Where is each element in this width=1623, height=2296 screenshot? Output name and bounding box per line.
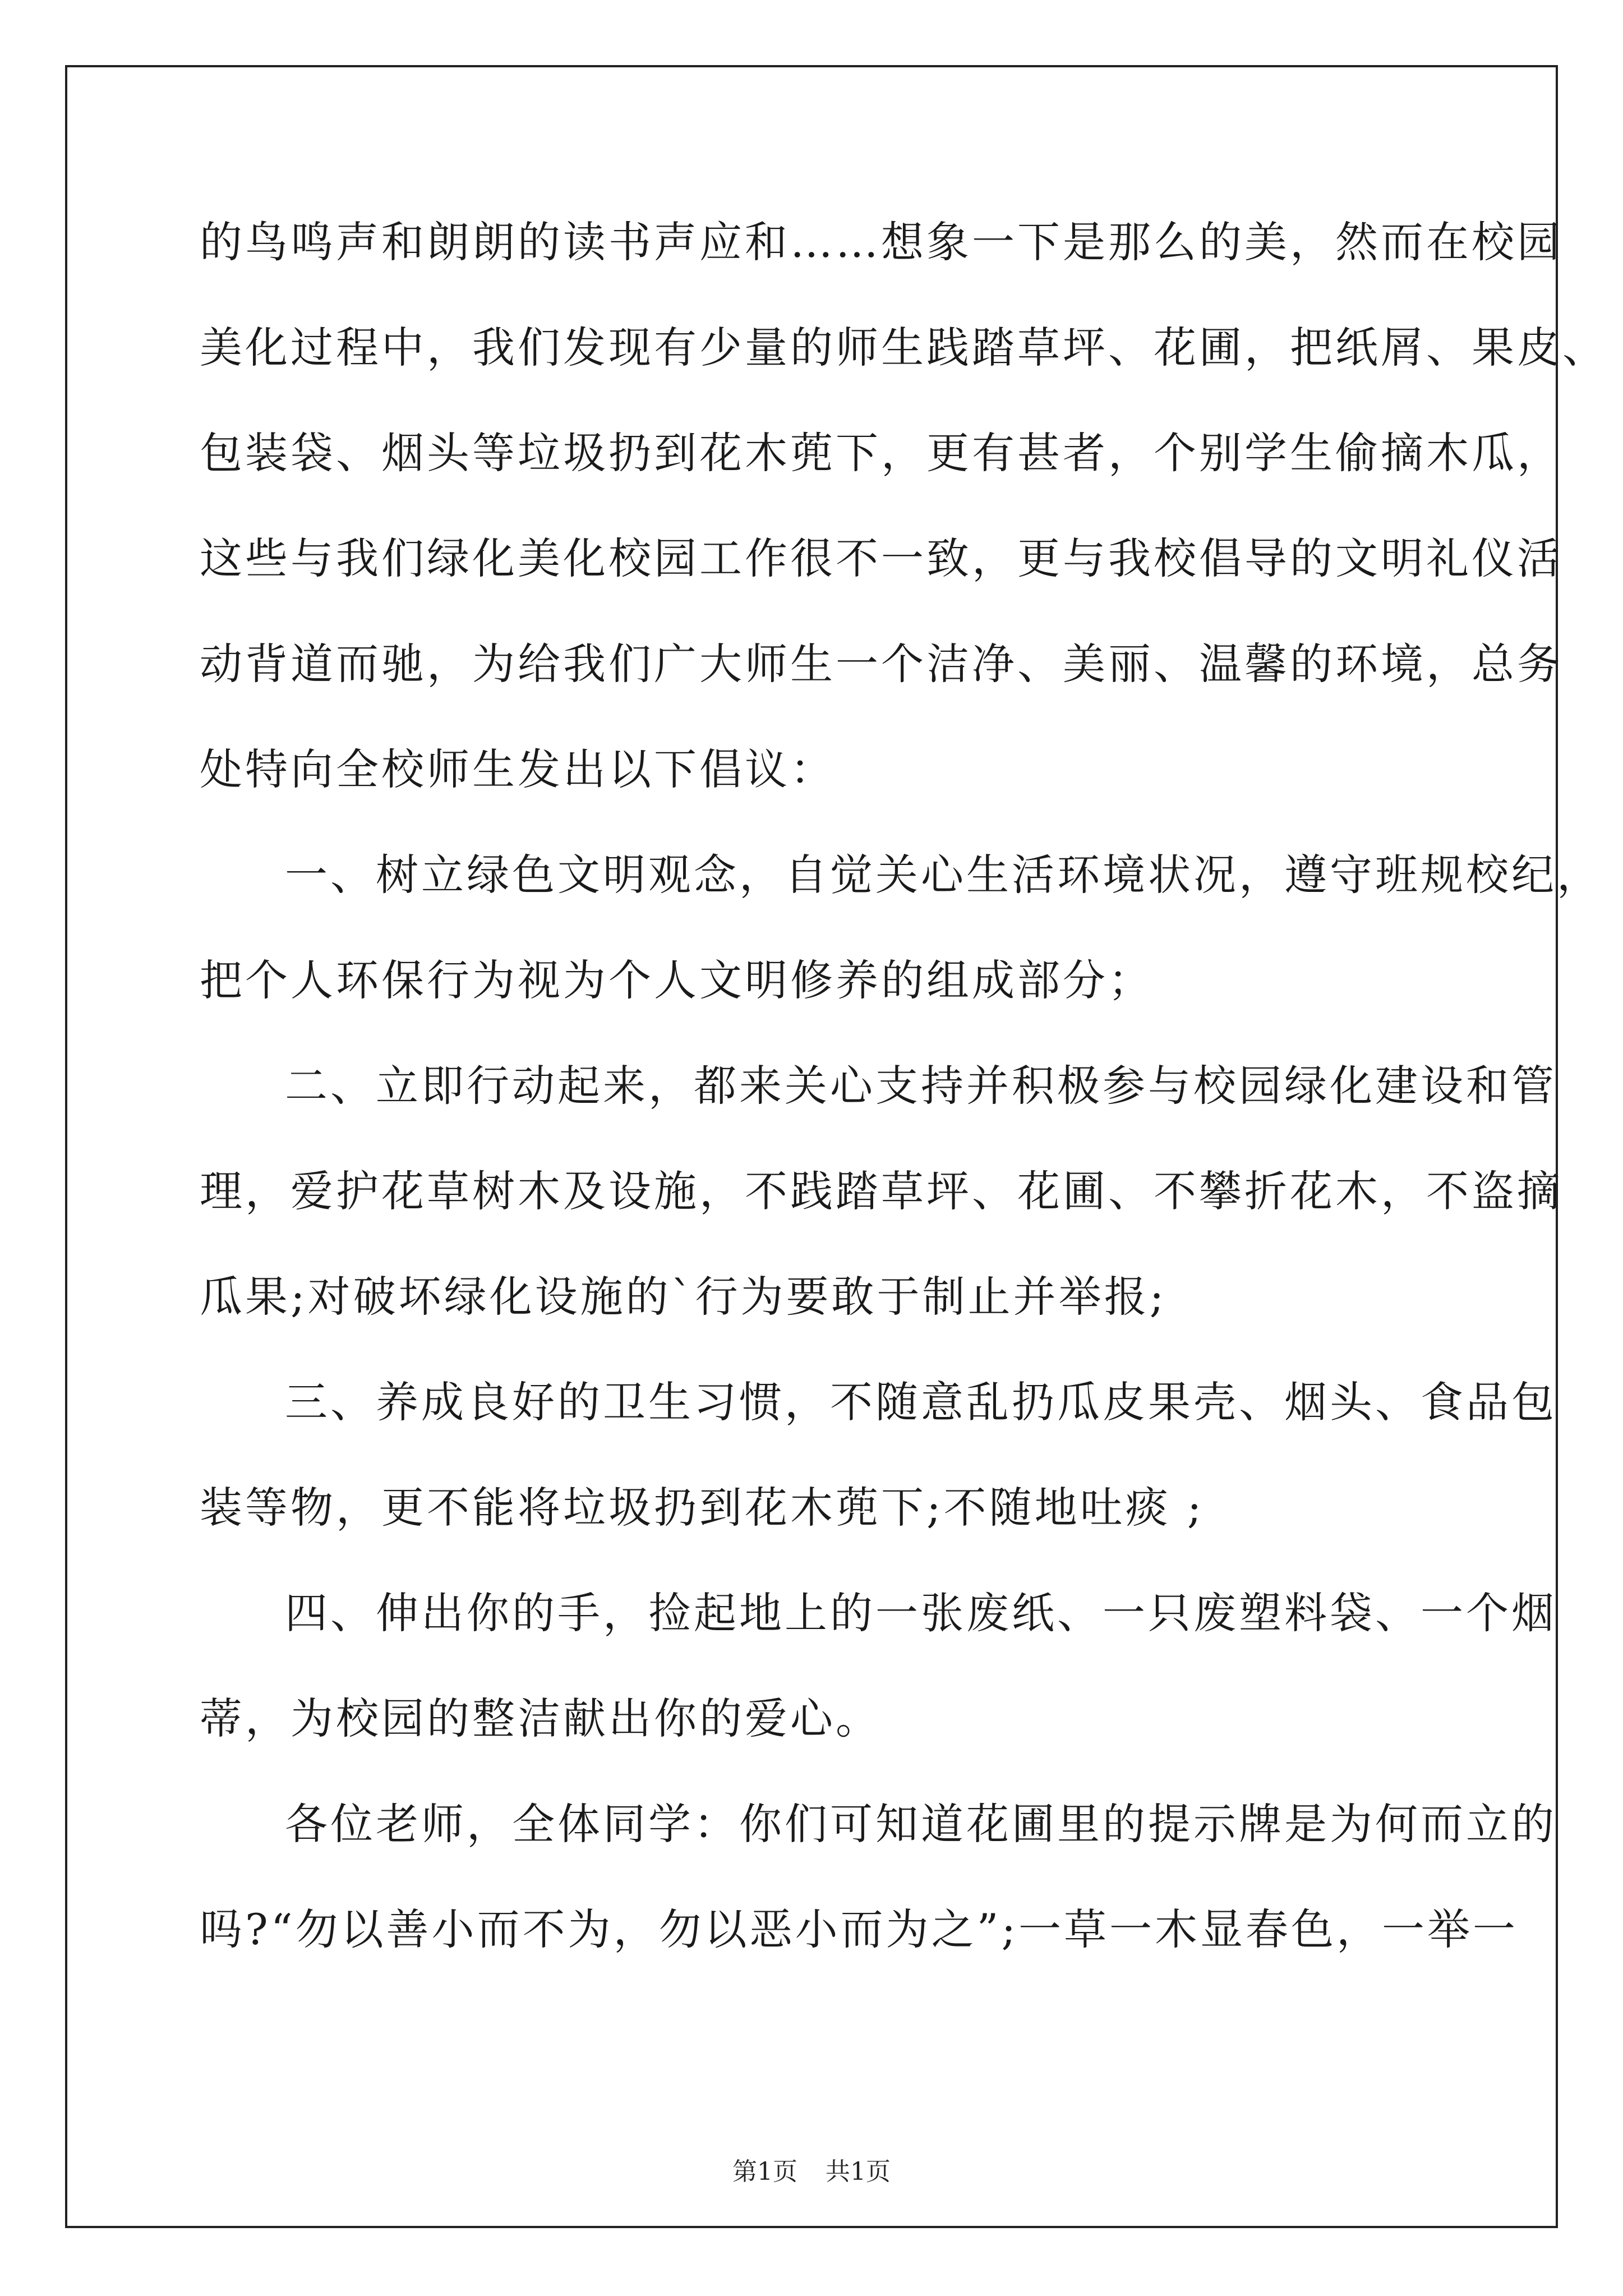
text-line: 各位老师，全体同学：你们可知道花圃里的提示牌是为何而立的 [285,1799,1557,1849]
text-line: 动背道而驰，为给我们广大师生一个洁净、美丽、温馨的环境，总务 [200,639,1562,689]
text-line: 四、伸出你的手，捡起地上的一张废纸、一只废塑料袋、一个烟 [285,1588,1557,1638]
page-number: 第1页 [732,2157,797,2186]
text-line: 二、立即行动起来，都来关心支持并积极参与校园绿化建设和管 [285,1061,1557,1111]
text-line: 瓜果;对破坏绿化设施的`行为要敢于制止并举报; [200,1272,1167,1322]
text-line: 这些与我们绿化美化校园工作很不一致，更与我校倡导的文明礼仪活 [200,533,1562,583]
text-line: 包装袋、烟头等垃圾扔到花木蔸下，更有甚者，个别学生偷摘木瓜， [200,428,1562,478]
page-footer [0,2155,1623,2189]
text-line: 一、树立绿色文明观念，自觉关心生活环境状况，遵守班规校纪， [285,850,1602,900]
text-line: 处特向全校师生发出以下倡议： [200,744,836,794]
text-line: 装等物，更不能将垃圾扔到花木蔸下;不随地吐痰 ; [200,1483,1205,1533]
page-total: 共1页 [826,2157,891,2186]
text-line: 蒂，为校园的整洁献出你的爱心。 [200,1694,881,1743]
text-line: 吗?“勿以善小而不为，勿以恶小而为之”;一草一木显春色，一举一 [200,1904,1519,1954]
text-line: 美化过程中，我们发现有少量的师生践踏草坪、花圃，把纸屑、果皮、 [200,323,1608,372]
text-line: 理，爱护花草树木及设施，不践踏草坪、花圃、不攀折花木，不盗摘 [200,1166,1562,1216]
text-line: 的鸟鸣声和朗朗的读书声应和……想象一下是那么的美，然而在校园 [200,217,1562,267]
text-line: 把个人环保行为视为个人文明修养的组成部分； [200,955,1154,1005]
text-line: 三、养成良好的卫生习惯，不随意乱扔瓜皮果壳、烟头、食品包 [285,1377,1557,1427]
